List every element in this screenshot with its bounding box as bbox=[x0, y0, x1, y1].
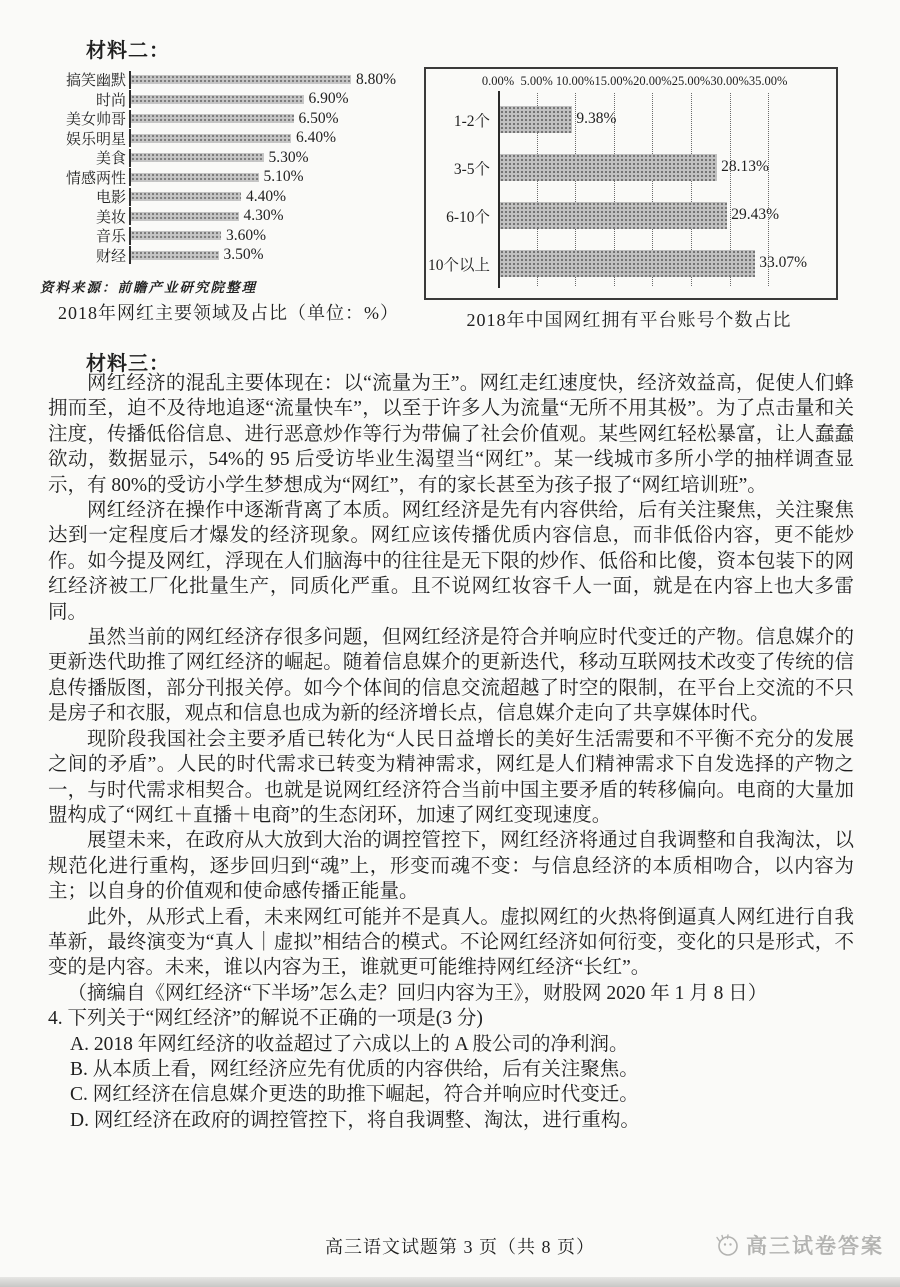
scan-edge-shadow bbox=[0, 1277, 900, 1287]
category-label: 财经 bbox=[95, 248, 126, 265]
answer-option: B. 从本质上看，网红经济应先有优质的内容供给，后有关注聚焦。 bbox=[70, 1058, 639, 1080]
material3-heading: 材料三： bbox=[86, 353, 170, 375]
category-label: 电影 bbox=[95, 190, 126, 207]
bar-row bbox=[38, 168, 420, 188]
watermark bbox=[715, 1230, 884, 1260]
value-label: 8.80% bbox=[356, 70, 397, 88]
bar bbox=[131, 95, 304, 104]
value-label: 6.50% bbox=[298, 109, 339, 127]
value-label: 4.30% bbox=[243, 207, 284, 225]
bar-row bbox=[38, 129, 420, 149]
category-label: 音乐 bbox=[95, 229, 126, 246]
bar bbox=[131, 231, 221, 240]
bar bbox=[500, 250, 755, 277]
bar-track bbox=[129, 149, 420, 167]
bar bbox=[131, 153, 264, 162]
bar-track bbox=[129, 129, 420, 147]
platform-accounts-chart-title: 2018年中国网红拥有平台账号个数占比 bbox=[466, 310, 792, 330]
material3-paragraphs bbox=[48, 371, 854, 981]
platform-accounts-bar-chart bbox=[424, 67, 838, 300]
bar-row bbox=[38, 246, 420, 266]
x-axis-tick-label: 10.00% bbox=[555, 74, 595, 88]
x-axis-tick-label: 20.00% bbox=[633, 74, 672, 88]
page-number-label: 高三语文试题第 3 页（共 8 页） bbox=[325, 1237, 595, 1257]
bar-track bbox=[129, 188, 420, 206]
category-label: 美食 bbox=[95, 151, 126, 168]
value-label: 9.38% bbox=[576, 110, 617, 127]
bar-row bbox=[38, 148, 420, 168]
bar bbox=[131, 173, 259, 182]
category-label: 搞笑幽默 bbox=[65, 73, 126, 90]
answer-option: D. 网红经济在政府的调控管控下，将自我调整、淘汰，进行重构。 bbox=[70, 1109, 640, 1131]
value-label: 28.13% bbox=[721, 158, 769, 175]
bar bbox=[500, 106, 572, 133]
material3-paragraph: 展望未来，在政府从大放到大治的调控管控下，网红经济将通过自我调整和自我淘汰，以规范化进行重构，逐步回归到“魂”上，形变而魂不变：与信息经济的本质相吻合，以内容为主；以自身的价值观和使命感传播正能量。 bbox=[48, 830, 854, 903]
bar-track bbox=[129, 246, 420, 264]
x-axis-tick-label: 25.00% bbox=[671, 74, 711, 88]
material3-passage bbox=[48, 371, 854, 1133]
bar-track bbox=[129, 110, 420, 128]
bar-track bbox=[129, 90, 420, 108]
material3-paragraph: 网红经济的混乱主要体现在：以“流量为王”。网红走红速度快，经济效益高，促使人们蜂拥而至，迫不及待地追逐“流量快车”，以至于许多人为流量“无所不用其极”。为了点击量和关注度，传播低俗信息、进行恶意炒作等行为带偏了社会价值观。某些网红轻松暴富，让人蠢蠢欲动，数据显示，54%的 95 后受访毕业生渴望当“网红”。某一线城市多所小学的抽样调查显示，有 80%的受访小学生梦想成为“网红”，有的家长甚至为孩子报了“网红培训班”。 bbox=[48, 373, 854, 496]
category-label: 3-5个 bbox=[453, 161, 490, 178]
value-label: 6.40% bbox=[296, 129, 337, 147]
category-label: 娱乐明星 bbox=[65, 131, 126, 148]
category-label: 6-10个 bbox=[446, 209, 490, 226]
x-axis-tick-label: 0.00% bbox=[481, 74, 515, 88]
value-label: 5.10% bbox=[263, 168, 304, 186]
material3-paragraph: 此外，从形式上看，未来网红可能并不是真人。虚拟网红的火热将倒逼真人网红进行自我革新，最终演变为“真人｜虚拟”相结合的模式。不论网红经济如何衍变，变化的只是形式，不变的是内容。未来，谁以内容为王，谁就更可能维持网红经济“长红”。 bbox=[48, 906, 854, 979]
material3-paragraph: 网红经济在操作中逐渐背离了本质。网红经济是先有内容供给，后有关注聚焦，关注聚焦达到一定程度后才爆发的经济现象。网红应该传播优质内容信息，而非低俗内容，更不能炒作。如今提及网红，浮现在人们脑海中的往往是无下限的炒作、低俗和比傻，资本包装下的网红经济被工厂化批量生产，同质化严重。且不说网红妆容千人一面，就是在内容上也大多雷同。 bbox=[48, 500, 854, 623]
category-label: 10个以上 bbox=[427, 257, 490, 274]
x-axis-tick-label: 5.00% bbox=[520, 74, 553, 88]
material2-heading: 材料二： bbox=[86, 40, 170, 62]
bar-row bbox=[38, 70, 420, 90]
bar-track bbox=[129, 227, 420, 245]
bar bbox=[131, 212, 239, 221]
answer-option: A. 2018 年网红经济的收益超过了六成以上的 A 股公司的净利润。 bbox=[70, 1033, 629, 1055]
category-label: 1-2个 bbox=[453, 113, 490, 130]
bar-row bbox=[38, 207, 420, 227]
material3-paragraph: 现阶段我国社会主要矛盾已转化为“人民日益增长的美好生活需要和不平衡不充分的发展之间的矛盾”。人民的时代需求已转变为精神需求，网红是人们精神需求下自发选择的产物之一，与时代需求相契合。也就是说网红经济符合当前中国主要矛盾的转移偏向。电商的大量加盟构成了“网红＋直播＋电商”的生态闭环，加速了网红变现速度。 bbox=[48, 728, 854, 826]
category-label: 时尚 bbox=[95, 92, 126, 109]
bar bbox=[131, 134, 291, 143]
bar bbox=[131, 192, 241, 201]
x-axis-tick-label: 15.00% bbox=[594, 74, 634, 88]
bar-row bbox=[38, 109, 420, 129]
bar bbox=[131, 114, 294, 123]
bar-row bbox=[38, 187, 420, 207]
bar bbox=[500, 154, 717, 181]
bar bbox=[500, 202, 727, 229]
category-label: 情感两性 bbox=[65, 170, 126, 187]
value-label: 5.30% bbox=[268, 148, 309, 166]
value-label: 3.50% bbox=[223, 246, 264, 264]
field-share-bar-rows bbox=[38, 70, 420, 265]
question4-stem: 4. 下列关于“网红经济”的解说不正确的一项是(3 分) bbox=[48, 1008, 483, 1030]
x-axis-tick-label: 30.00% bbox=[710, 74, 749, 88]
x-axis-tick-label: 35.00% bbox=[748, 74, 788, 88]
question4-options bbox=[48, 1032, 854, 1134]
bar bbox=[131, 75, 351, 84]
citation-line: （摘编自《网红经济“下半场”怎么走？回归内容为王》，财股网 2020 年 1 月 8 日） bbox=[67, 982, 768, 1004]
answer-option: C. 网红经济在信息媒介更迭的助推下崛起，符合并响应时代变迁。 bbox=[70, 1084, 639, 1106]
value-label: 6.90% bbox=[308, 90, 349, 108]
chick-face-logo-icon bbox=[715, 1232, 741, 1258]
category-label: 美妆 bbox=[95, 209, 126, 226]
field-share-bar-chart bbox=[38, 70, 420, 265]
value-label: 33.07% bbox=[759, 254, 808, 271]
category-label: 美女帅哥 bbox=[65, 112, 126, 129]
bar bbox=[131, 251, 219, 260]
bar-track bbox=[129, 168, 420, 186]
bar-track bbox=[129, 207, 420, 225]
value-label: 3.60% bbox=[226, 226, 267, 244]
bar-row bbox=[38, 90, 420, 110]
bar-row bbox=[38, 226, 420, 246]
value-label: 29.43% bbox=[731, 206, 779, 223]
material3-paragraph: 虽然当前的网红经济存很多问题，但网红经济是符合并响应时代变迁的产物。信息媒介的更新迭代助推了网红经济的崛起。随着信息媒介的更新迭代，移动互联网技术改变了传统的信息传播版图，部分刊报关停。如今个体间的信息交流超越了时空的限制，在平台上交流的不只是房子和衣服，观点和信息也成为新的经济增长点，信息媒介走向了共享媒体时代。 bbox=[48, 627, 854, 725]
watermark-label: 高三试卷答案 bbox=[746, 1234, 884, 1258]
value-label: 4.40% bbox=[246, 187, 287, 205]
field-share-chart-title: 2018年网红主要领域及占比（单位：%） bbox=[58, 303, 399, 323]
bar-track bbox=[129, 71, 420, 89]
chart-source-note: 资料来源：前瞻产业研究院整理 bbox=[40, 280, 257, 295]
